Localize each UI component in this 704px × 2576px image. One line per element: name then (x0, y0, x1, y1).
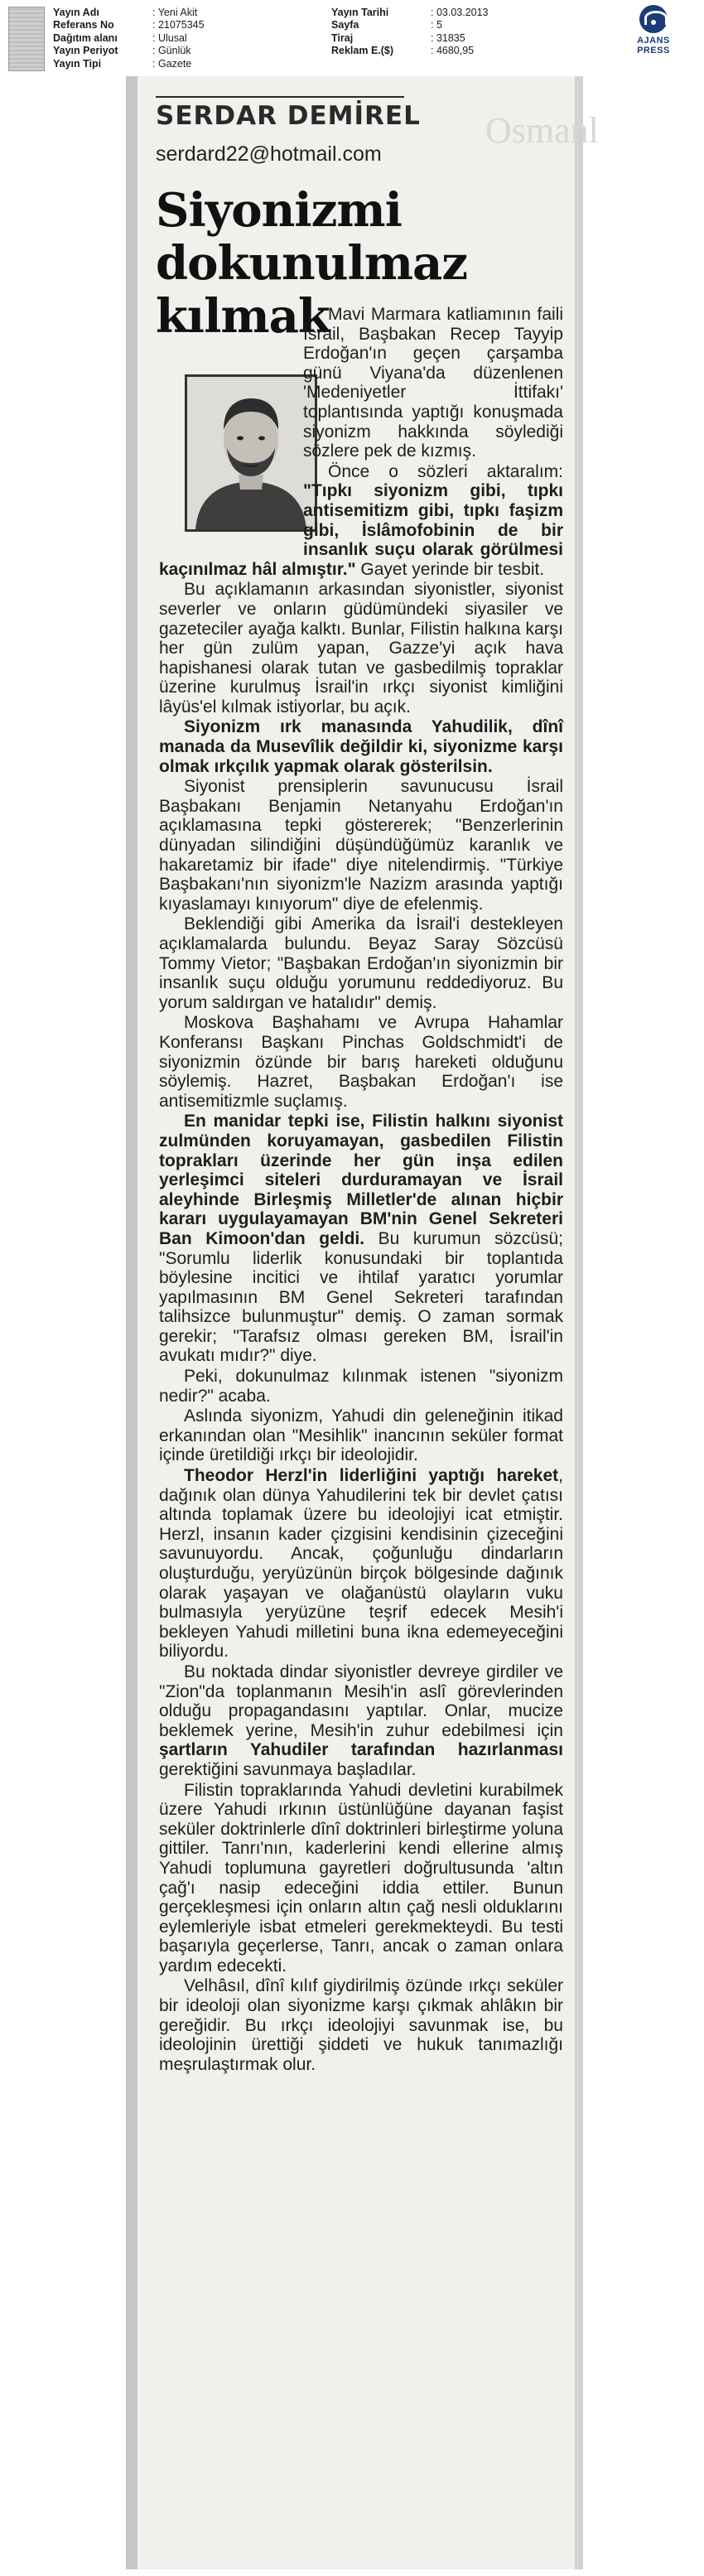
text-run: , dağınık olan dünya Yahudilerini tek bir devlet çatısı altında toplamak üzere bu ideolojiyi icat etmiştir. Herzl, insanın kader çizgisini kendisinin çizeceğini savunuyordu. Ancak, çoğunluğu dindarların oluşturduğu, yeryüzünün birçok bölgesinde dağınık olarak yaşayan ve olağanüstü olayların vuku bulmasıyla yeryüzüne teşrif edecek Mesih'i bekleyen Yahudi milletini buna ikna edemeyeceğini biliyordu. (159, 1466, 563, 1662)
meta-value: : 03.03.2013 (431, 7, 489, 18)
meta-value: : 31835 (431, 31, 465, 44)
meta-label: Yayın Periyot (53, 45, 118, 57)
publication-meta-right (331, 7, 489, 58)
bleed-through-text: Osmanl (485, 110, 599, 151)
text-run: Moskova Başhahamı ve Avrupa Hahamlar Konferansı Başkanı Pinchas Goldschmidt'i de siyonizmin özünde bir barış hareketi olduğunu söylemiş. Hazret, Başbakan Erdoğan'ı ise antisemitizmle suçlamış. (159, 1013, 563, 1111)
text-run: gerektiğini savunmaya başladılar. (159, 1759, 417, 1779)
meta-label: Yayın Tarihi (331, 7, 389, 18)
meta-row (53, 7, 205, 19)
text-run: Önce o sözleri aktaralım: (328, 461, 563, 481)
meta-label: Sayfa (331, 19, 359, 31)
text-run: Beklendiği gibi Amerika da İsrail'i destekleyen açıklamalarda bulundu. Beyaz Saray Sözcüsü Tommy Vietor; "Başbakan Erdoğan'ın siyonizmin bir insanlık suçu olduğu yorumunu reddediyoruz. Bu yorum saldırgan ve hatalıdır" demiş. (159, 914, 563, 1012)
author-email: serdard22@hotmail.com (156, 142, 382, 166)
article-paragraph (159, 777, 563, 914)
newspaper-clipping (126, 76, 599, 2569)
text-run: Peki, dokunulmaz kılınmak istenen "siyonizm nedir?" acaba. (159, 1367, 563, 1406)
meta-row (331, 7, 489, 19)
meta-row (53, 32, 205, 45)
meta-value: : Gazete (152, 57, 192, 70)
bold-text-run: şartların Yahudiler tarafından hazırlanması (159, 1740, 563, 1760)
article-paragraph (159, 1112, 563, 1366)
meta-row (331, 19, 489, 31)
press-clipping-header (0, 0, 704, 76)
meta-label: Yayın Adı (53, 7, 99, 18)
logo-text: AJANS PRESS (637, 36, 670, 55)
bold-text-run: "Tıpkı siyonizm gibi, tıpkı antisemitizm gibi, tıpkı faşizm gibi, İslâmofobinin de bir insanlık suçu olarak görülmesi kaçınılmaz hâl almıştır." (159, 481, 563, 579)
text-run: Bu açıklamanın arkasından siyonistler, siyonist severler ve onların güdümündeki siyasiler ve gazeteciler ayağa kalktı. Bunlar, Filistin halkına karşı her gün zulüm yapan, Gazze'yi açık hava hapishanesi olarak tutan ve gasbedilmiş topraklar üzerine kurulmuş İsrail'in ırkçı siyonist kimliğini lâyüs'el kılmak istiyorlar, bu açık. (159, 580, 563, 716)
article-paragraph (159, 1781, 563, 1976)
meta-row (53, 58, 205, 70)
meta-label: Dağıtım alanı (53, 31, 118, 44)
article-paragraph (159, 1367, 563, 1406)
meta-label: Tiraj (331, 31, 354, 44)
text-run: Siyonist prensiplerin savunucusu İsrail Başbakanı Benjamin Netanyahu Erdoğan'ın açıklamasına tepki göstererek; "Benzerlerinin dünyadan silindiğini düşündüğümüz karanlık ve hakaretamiz bir ifade" diye nitelendirmiş. "Türkiye Başbakanı'nın siyonizm'le Nazizm arasında yaptığı kıyaslamayı kınıyorum" diye de efelenmiş. (159, 777, 563, 914)
text-run: Filistin topraklarında Yahudi devletini kurabilmek üzere Yahudi ırkının üstünlüğüne dayanan faşist seküler doktrinlerle dînî doktrinleri birleştirme yoluna gittiler. Tanrı'nın, kaderlerini kendi ellerine almış Yahudi toplumuna gayretleri doğrultusunda 'altın çağ'ı nasip edeceğini iddia ettiler. Bunun gerçekleşmesi için onların altın çağ nesli olduklarını eylemleriyle isbat etmeleri gerekmekteydi. Bu testi başarıyla geçerlerse, Tanrı, ancak o zaman onlara yardım edecekti. (159, 1780, 563, 1975)
article-paragraph (159, 1976, 563, 2074)
article-paragraph (159, 580, 563, 716)
meta-value: : 4680,95 (431, 45, 475, 57)
bold-text-run: Theodor Herzl'in liderliğini yaptığı hareket (184, 1466, 559, 1486)
meta-label: Yayın Tipi (53, 57, 102, 70)
meta-row (331, 32, 489, 45)
bold-text-run: En manidar tepki ise, Filistin halkını siyonist zulmünden koruyamayan, gasbedilen Filistin toprakları üzerinde her gün inşa edilen yerleşimci siteleri durduramayan ve İsrail aleyhinde Birleşmiş Milletler'de alınan hiçbir kararı uygulayamayan BM'nin Genel Sekreteri Ban Kimoon'dan geldi. (159, 1112, 563, 1248)
meta-row (331, 45, 489, 57)
clipping-thumbnail (8, 7, 45, 71)
ajans-press-logo-icon (639, 5, 668, 33)
article-paragraph (159, 914, 563, 1012)
text-run: Gayet yerinde bir tesbit. (355, 559, 545, 579)
text-run: Bu kurumun sözcüsü; "Sorumlu liderlik konusundaki bir toplantıda böylesine incitici ve ihtilaf yaratıcı yorumlar yapılmasının BM Genel Sekreteri tarafından talihsizce bulunmuştur" demiş. O zaman sormak gerekir; "Tarafsız olması gereken BM, İsrail'in avukatı mıdır?" diye. (159, 1228, 563, 1366)
meta-value: : Yeni Akit (152, 7, 198, 18)
article-paragraph (159, 1662, 563, 1780)
article-paragraph (159, 1013, 563, 1111)
ajans-press-logo (620, 5, 687, 55)
meta-row (53, 45, 205, 57)
meta-value: : 5 (431, 19, 442, 31)
text-run: Velhâsıl, dînî kılıf giydirilmiş özünde ırkçı seküler bir ideoloji olan siyonizme karşı çıkmak ahlâkın bir gereğidir. Bu ırkçı ideolojiyi savunmak ise, bu ideolojinin ürettiği şiddeti ve hukuk tanımazlığı meşrulaştırmak olur. (159, 1976, 563, 2074)
headline: Siyonizmi dokunulmaz kılmak (156, 183, 468, 344)
meta-label: Referans No (53, 19, 114, 31)
text-run: Mavi Marmara katliamının faili İsrail, Başbakan Recep Tayyip Erdoğan'ın geçen çarşamba günü Viyana'da düzenlenen 'Medeniyetler İttifakı' toplantısında yaptığı konuşmada siyonizm hakkında söylediği sözlere pek de kızmış. (303, 305, 563, 461)
author-name: SERDAR DEMİREL (156, 101, 421, 131)
meta-value: : Günlük (152, 45, 191, 57)
bold-text-run: Siyonizm ırk manasında Yahudilik, dînî manada da Musevîlik değildir ki, siyonizme karşı olmak ırkçılık yapmak olarak gösterilsin. (159, 717, 563, 776)
text-run: Aslında siyonizm, Yahudi din geleneğinin itikad erkanından olan "Mesihlik" inancının seküler format içinde üretildiği ırkçı bir ideolojidir. (159, 1406, 563, 1465)
article-paragraph (159, 717, 563, 776)
article-body (159, 305, 563, 2075)
meta-value: : 21075345 (152, 19, 205, 31)
meta-label: Reklam E.($) (331, 45, 394, 57)
article-paragraph (159, 1466, 563, 1662)
photo-wrap-spacer (137, 305, 297, 545)
article-paragraph (159, 1406, 563, 1465)
publication-meta-left (53, 7, 205, 70)
meta-value: : Ulusal (152, 31, 187, 44)
meta-row (53, 19, 205, 31)
text-run: Bu noktada dindar siyonistler devreye girdiler ve "Zion"da toplanmanın Mesih'in aslî görevlerinden olduğu propagandasını yaptılar. Onlar, mucize beklemek yerine, Mesih'in zuhur edebilmesi için (159, 1662, 563, 1740)
